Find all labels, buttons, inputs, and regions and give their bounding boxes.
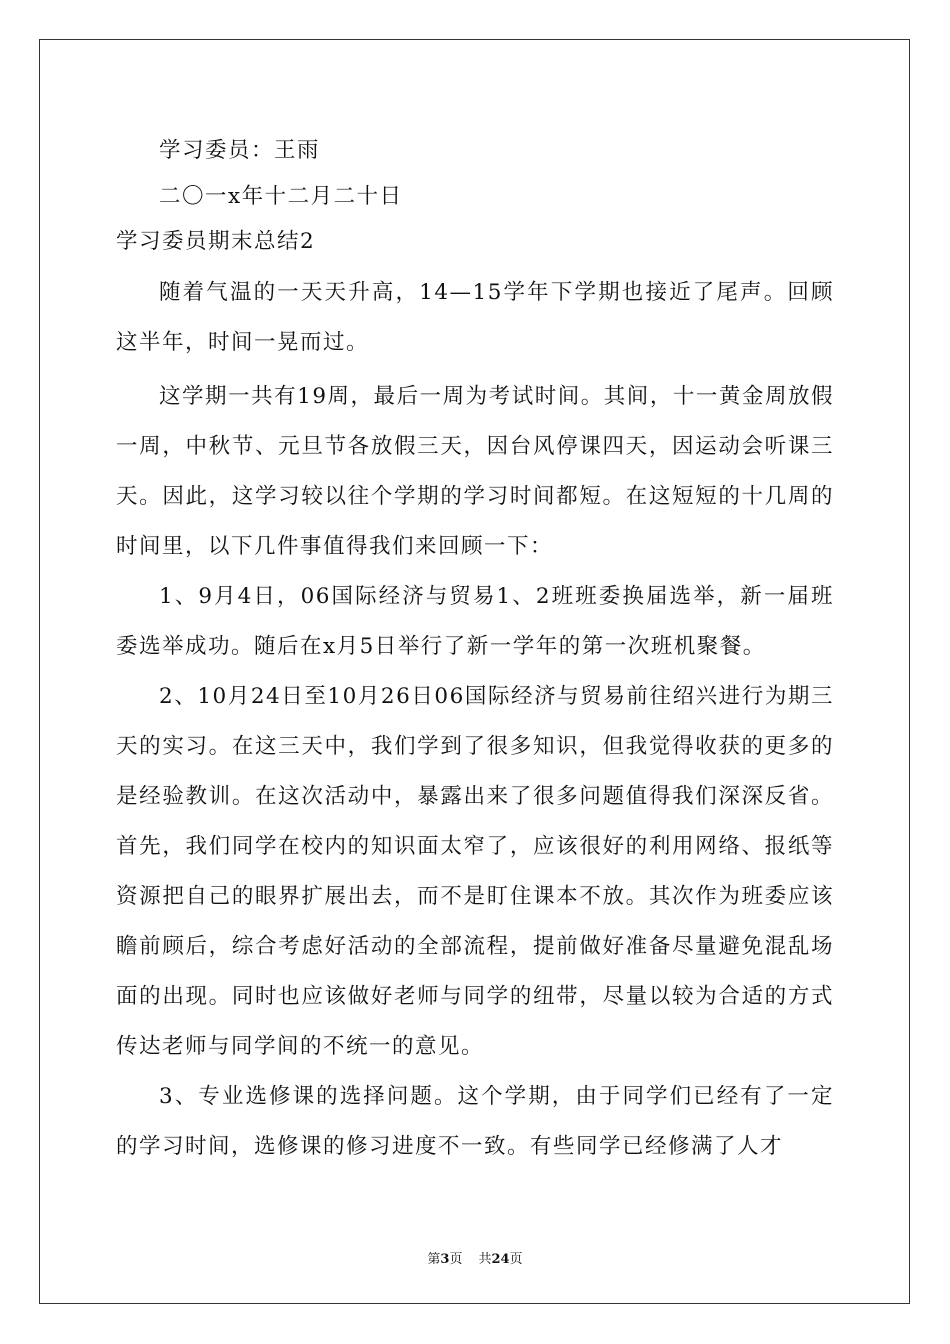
signature-date: 二〇一x年十二月二十日 — [159, 184, 403, 209]
total-prefix: 共 — [478, 1252, 492, 1267]
paragraph: 3、专业选修课的选择问题。这个学期，由于同学们已经有了一定的学习时间，选修课的修习进度不一致。有些同学已经修满了人才 — [116, 1084, 834, 1159]
paragraph: 1、9月4日，06国际经济与贸易1、2班班委换届选举，新一届班委选举成功。随后在x月5日举行了新一学年的第一次班机聚餐。 — [116, 584, 834, 659]
page-footer — [0, 1248, 950, 1267]
total-page-number: 24 — [491, 1252, 510, 1267]
page-label: 页 — [449, 1252, 463, 1267]
page-prefix: 第 — [427, 1252, 441, 1267]
paragraph: 随着气温的一天天升高，14—15学年下学期也接近了尾声。回顾这半年，时间一晃而过。 — [116, 280, 834, 355]
current-page-number: 3 — [440, 1252, 450, 1267]
total-suffix: 页 — [509, 1252, 523, 1267]
section-title: 学习委员期末总结2 — [116, 229, 316, 254]
document-body — [116, 128, 834, 1172]
paragraph: 这学期一共有19周，最后一周为考试时间。其间，十一黄金周放假一周，中秋节、元旦节各放假三天，因台风停课四天，因运动会听课三天。因此，这学习较以往个学期的学习时间都短。在这短短的十几周的时间里，以下几件事值得我们来回顾一下： — [116, 384, 834, 559]
committee-signature: 学习委员：王雨 — [159, 138, 321, 163]
paragraph: 2、10月24日至10月26日06国际经济与贸易前往绍兴进行为期三天的实习。在这三天中，我们学到了很多知识，但我觉得收获的更多的是经验教训。在这次活动中，暴露出来了很多问题值得我们深深反省。首先，我们同学在校内的知识面太窄了，应该很好的利用网络、报纸等资源把自己的眼界扩展出去，而不是盯住课本不放。其次作为班委应该瞻前顾后，综合考虑好活动的全部流程，提前做好准备尽量避免混乱场面的出现。同时也应该做好老师与同学的纽带，尽量以较为合适的方式传达老师与同学间的不统一的意见。 — [116, 684, 834, 1059]
